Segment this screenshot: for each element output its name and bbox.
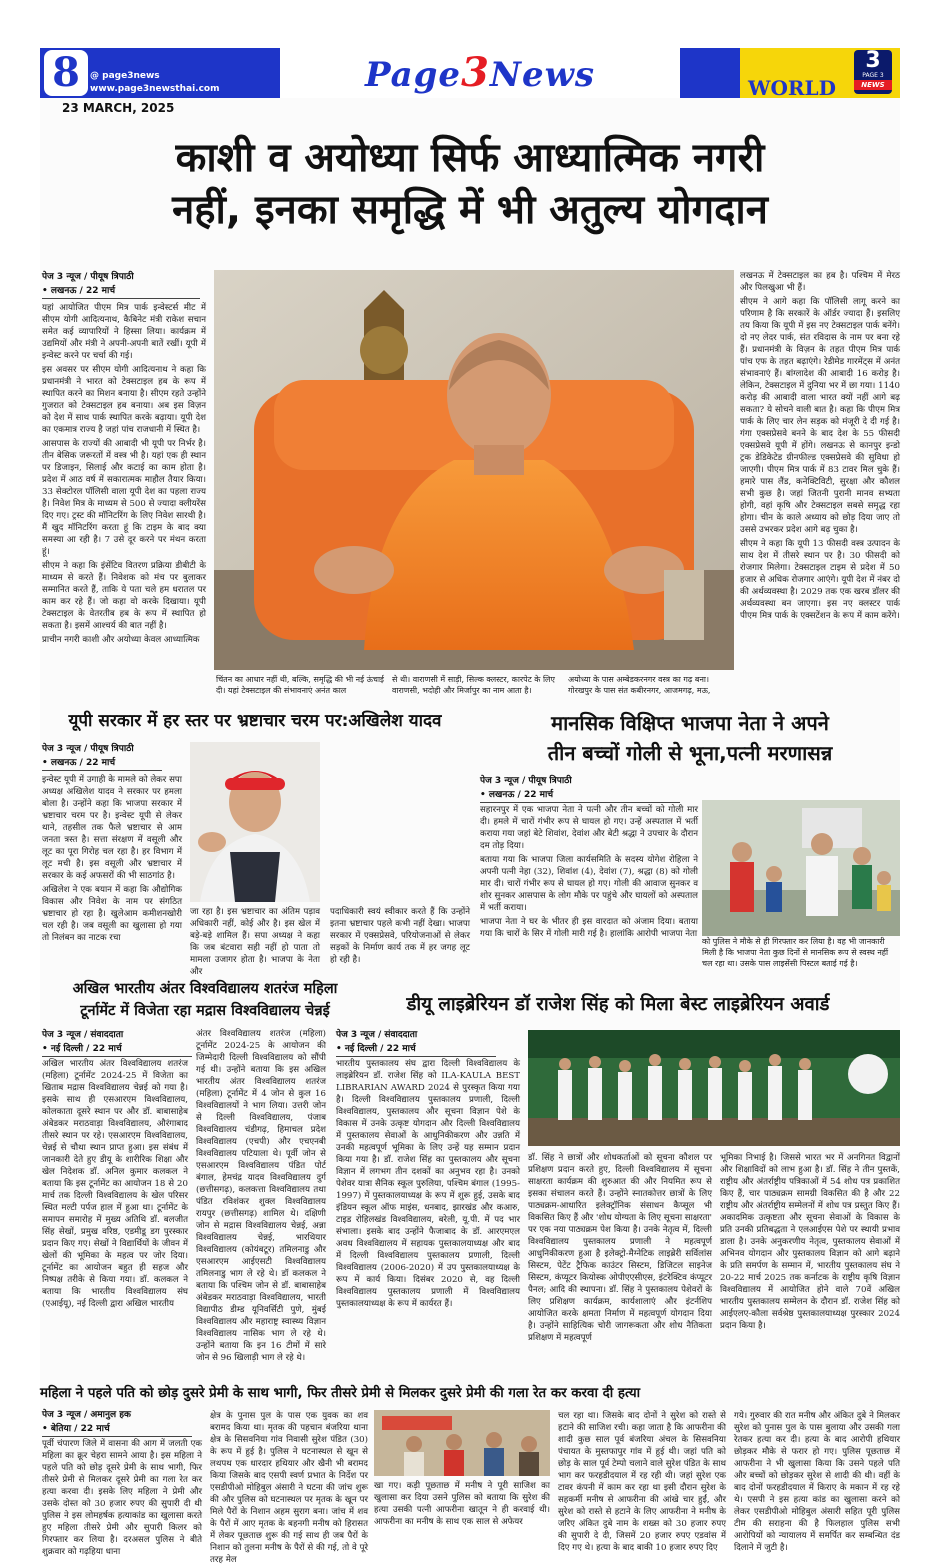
accused-photo [374, 1410, 550, 1476]
akhilesh-photo-image [190, 742, 320, 902]
bjp-caption: को पुलिस ने मौके से ही गिरफ्तार कर लिया है। वह भी जानकारी मिली है कि भाजपा नेता कुछ दिनों से मानसिक रूप से स्वस्थ नहीं चल रहा था। उसके पास लाइसेंसी पिस्टल बताई गई है। [702, 937, 889, 968]
family-photo-image [702, 800, 900, 936]
akhilesh-headline: यूपी सरकार में हर स्तर पर भ्रष्टाचार चरम पर:अखिलेश यादव [68, 711, 442, 731]
lead-caption-2: से थी। वाराणसी में साड़ी, सिल्क क्लस्टर, कारपेट के लिए वाराणसी, भदोही और मिर्जापुर का नाम आता है। [392, 675, 555, 695]
brand-block [280, 48, 680, 98]
lead-column-1: यहां आयोजित पीएम मित्र पार्क इन्वेस्टर्स मीट में सीएम योगी आदित्यनाथ, कैबिनेट मंत्री राकेश सचान समेत कई व्यापारियों ने हिस्सा लिया। कार्यक्रम में उद्यमियों और मंत्री ने अपनी-अपनी बातें रखीं। यूपी में इन्वेस्ट करने पर चर्चा की गई। इस अवसर पर सीएम योगी आदित्यनाथ ने कहा कि प्रधानमंत्री ने भारत को टेक्सटाइल हब के रूप में स्थापित करने का मिशन बनाया है। सीएम रहते उन्होंने गुजरात को टेक्सटाइल हब बनाया। अब इस विज़न को देश में साथ पार्क स्थापित करके बढ़ाया। यूपी देश का एकमात्र राज्य है जहां पांच राजधानी में स्थित है। आसपास के राज्यों की आबादी भी यूपी पर निर्भर है। तीन बेसिक जरूरतों में वस्त्र भी है। यहां एक ही स्थान पर डिजाइन, सिलाई और कटाई का काम होता है। प्रदेश में आठ वर्ष में सकारात्मक माहौल तैयार किया। 33 सेक्टोरल पॉलिसी वाला यूपी देश का पहला राज्य है। निवेश मित्र के माध्यम से 500 से ज्यादा क्लीयरेंस दिए गए। ट्रस्ट की मॉनिटरिंग के लिए निवेश सारथी है। मैं खुद मॉनिटरिंग करता हूं कि टाइम के बाद क्या समस्या आ रही है। 7 उसे दूर करने पर मंथन करता हूं। सीएम ने कहा कि इंसेंटिव वितरण प्रक्रिया डीबीटी के माध्यम से करते हैं। निवेशक को मंच पर बुलाकर सम्मानित करते हैं, ताकि ये पता चले हम धरातल पर काम कर रहे हैं। जो कहा वो करके दिखाया। यूपी टेक्सटाइल के वेतरतीब हब के रूप में स्थापित हो सकता है। इसमें आश्चर्य की बात नहीं है। प्राचीन नगरी काशी और अयोध्या केवल आध्यात्मिक [42, 303, 206, 645]
woman-column-5: गये। गुरुवार की रात मनीष और अंकित दुबे ने मिलकर सुरेश को पुनास पुल के पास बुलाया और उसकी गला रेतकर हत्या कर दी। हत्या के बाद आरोपी हथियार छोड़कर मौके से फरार हो गए। पुलिस पूछताछ में आफरीना ने भी खुलासा किया कि उसने पहले पति और बच्चों को छोड़कर सुरेश से शादी की थी। वहीं के बाद दोनों फरहडीदयाल में किराए के मकान में रह रहे थे। एसपी ने इस हत्या कांड का खुलासा करने को लेकर एसडीपीओ मोहिबुल अंसारी सहित पूरी पुलिस टीम की सराहना की है फिलहाल पुलिस सभी आरोपियों को न्यायालय में समर्पित कर सम्बन्धित दंड दिलाने में जुटी है। [734, 1411, 900, 1553]
akhilesh-byline: पेज 3 न्यूज / पीयूष त्रिपाठी • लखनऊ / 22 मार्च [42, 742, 162, 771]
lead-headline: काशी व अयोध्या सिर्फ आध्यात्मिक नगरी नहीं, इनका समृद्धि में भी अतुल्य योगदान [172, 135, 768, 233]
lead-byline: पेज 3 न्यूज / पीयूष त्रिपाठी • लखनऊ / 22 मार्च [42, 270, 200, 299]
woman-column-3: खा गए। कड़ी पूछताछ में मनीष ने पूरी साजिश का खुलासा कर दिया उसने पुलिस को बताया कि सुरेश की हत्या उसकी पत्नी आफरीना खातून ने ही करवाई थी। आफरीना का मनीष के साथ एक साल से अफेयर [374, 1481, 550, 1527]
page3-logo-icon: 3 PAGE 3 NEWS [854, 50, 892, 94]
chess-column-2: अंतर विश्वविद्यालय शतरंज (महिला) टूर्नामेंट 2024-25 के आयोजन की जिम्मेदारी दिल्ली विश्वविद्यालय को सौंपी गई थी। उन्होंने बताया कि इस अखिल भारतीय अंतर विश्वविद्यालय शतरंज (महिला) टूर्नामेंट में 4 जोन से कुल 16 विश्वविद्यालयों ने भाग लिया। उत्तरी जोन से दिल्ली विश्वविद्यालय, पंजाब विश्वविद्यालय चंडीगढ़, हिमाचल प्रदेश विश्वविद्यालय (एचपी) और एचएनबी विश्वविद्यालय पटियाला थे। पूर्वी जोन से एसआरएम विश्वविद्यालय पंडित पोर्ट बंगाल, हेमचंद्र यादव विश्वविद्यालय दुर्ग (छत्तीसगढ़), कलकत्ता विश्वविद्यालय तथा पंडित रविशंकर शुक्ल विश्वविद्यालय रायपुर (छत्तीसगढ़) शामिल थे। दक्षिणी जोन से मद्रास विश्वविद्यालय चेन्नई, अन्ना विश्वविद्यालय चेन्नई, भारथियार विश्वविद्यालय (कोयंबटूर) तमिलनाडु और एसआरएम आईएसटी विश्वविद्यालय तमिलनाडु भाग ले रहे थे। डॉ कलकल ने बताया कि पश्चिम जोन से डॉ. बाबासाहेब अंबेडकर मराठवाड़ा विश्वविद्यालय, भारती विद्यापीठ डीम्ड यूनिवर्सिटी पुणे, मुंबई विश्वविद्यालय और महाराष्ट्र स्वास्थ्य विज्ञान विश्वविद्यालय नासिक भाग ले रहे थे। उन्होंने बताया कि इन 16 टीमों में सारे जोन से 96 खिलाड़ी भाग ले रहे थे। [196, 1029, 326, 1363]
librarian-byline: पेज 3 न्यूज / संवाददाता • नई दिल्ली / 22 मार्च [336, 1028, 496, 1057]
lead-caption-1: चिंतन का आधार नहीं थी, बल्कि, समृद्धि की भी नई ऊंचाई दी। यहां टेक्सटाइल की संभावनाएं अनंत काल [216, 675, 384, 695]
yogi-photo [214, 270, 734, 670]
librarian-column-1: भारतीय पुस्तकालय संघ द्वारा दिल्ली विश्वविद्यालय के लाइब्रेरियन डॉ. राजेश सिंह को ILA-KAULA BEST LIBRARIAN AWARD 2024 से पुरस्कृत किया गया है। दिल्ली विश्वविद्यालय पुस्तकालय प्रणाली, दिल्ली विश्वविद्यालय, पुस्तकालय और सूचना विज्ञान पेशे के विकास में उनके उत्कृष्ट योगदान और दिल्ली विश्वविद्यालय में पुस्तकालय सेवाओं के आधुनिकीकरण और उन्नति में उनकी महत्वपूर्ण भूमिका के लिए उन्हें यह सम्मान प्रदान किया गया है। डॉ. राजेश सिंह का पुस्तकालय और सूचना विज्ञान में लगभग तीन दशकों का अनुभव रहा है। उनको पेशेवर यात्रा सैनिक स्कूल पुरुलिया, पश्चिम बंगाल (1995-1997) में पुस्तकालयाध्यक्ष के रूप में शुरू हुई, उसके बाद इंडियन स्कूल ऑफ माइंस, धनबाद, झारखंड और कआरु, टाइड रोहिलखंड विश्वविद्यालय, बरेली, यू.पी. में पद भार संभाला। इसके बाद उन्होंने फैजाबाद के डॉ. आरएमएल अवध विश्वविद्यालय में सहायक पुस्तकालयाध्यक्ष और बाद में दिल्ली विश्वविद्यालय पुस्तकालय प्रणाली, दिल्ली विश्वविद्यालय (2006-2020) में उप पुस्तकालयाध्यक्ष के रूप में कार्य किया। दिसंबर 2020 से, वह दिल्ली विश्वविद्यालय पुस्तकालय प्रणाली में विश्वविद्यालय पुस्तकालयाध्यक्ष के रूप में कार्यरत हैं। [336, 1059, 520, 1309]
issue-date: 23 MARCH, 2025 [62, 101, 175, 115]
yogi-photo-image [214, 270, 734, 670]
masthead [40, 48, 900, 116]
award-photo [528, 1030, 900, 1146]
woman-column-1: पूर्वी चंपारण जिले में वासना की आग में जलती एक महिला का क्रूर चेहरा सामने आया है। इस महिला ने पहले पति को छोड़ दूसरे प्रेमी के साथ भागी, फिर तीसरे प्रेमी से मिलकर दूसरे प्रेमी का गला रेत कर हत्या करवा दी। इसके लिए महिला ने प्रेमी और उसके दोस्त को 30 हजार रुपए की सुपारी दी थी पुलिस ने इस लोमहर्षक हत्याकांड का खुलासा करते हुए महिला तीसरे प्रेमी और सुपारी किलर को गिरफ्तार कर लिया है। दरअसल पुलिस ने बीते शुक्रवार को गढ़हिया धाना [42, 1439, 202, 1557]
woman-column-4: चल रहा था। जिसके बाद दोनों ने सुरेश को रास्ते से हटाने की साजिश रची। कहा जाता है कि आफरीना की शादी कुछ साल पूर्व बंजरिया अंचल के सिसवनिया पंचायत के मुस्तफापुर गांव में हुई थी। जहां पति को छोड़ के साल पूर्व टेम्पो चलाने वाले सुरेश पंडित के साथ भाग कर फरहडीदयाल में रह रही थी। जहां सुरेश एक टावर कंपनी में काम कर रहा था इसी दौरान सुरेश के सहकर्मी मनीष से आफरीना की आंखे चार हुईं, और सुरेश को रास्ते से हटाने के लिए आफरीना ने मनीष के जरिए अंकित दुबे नाम के शख्स को 30 हजार रुपए की सुपारी दे दी, जिसमें 20 हजार रुपए एडवांस में दिए गए थे। हत्या के बाद बाकी 10 हजार रुपए दिए [558, 1411, 726, 1553]
bjp-body: सहारनपुर में एक भाजपा नेता ने पत्नी और तीन बच्चों को गोली मार दी। हमले में चारों गंभीर रूप से घायल हो गए। उन्हें अस्पताल में भर्ती कराया गया जहां बेटे शिवांश, देवांश और बेटी श्रद्धा ने उपचार के दौरान दम तोड़ दिया। बताया गया कि भाजपा जिला कार्यसमिति के सदस्य योगेश रोहिला ने अपनी पत्नी नेहा (32), शिवांश (4), देवांश (7), श्रद्धा (8) को गोली मार दी। चारों गंभीर रूप से घायल हो गए। गोली की आवाज सुनकर व शोर सुनकर आसपास के लोग मौके पर पहुंचे और घायलों को अस्पताल में भर्ती कराया। भाजपा नेता ने घर के भीतर ही इस वारदात को अंजाम दिया। बताया गया कि चारों के सिर में गोली मारी गई है। हालांकि आरोपी भाजपा नेता [480, 805, 698, 939]
librarian-headline: डीयू लाइब्रेरियन डॉ राजेश सिंह को मिला बेस्ट लाइब्रेरियन अवार्ड [406, 994, 830, 1015]
woman-column-2: क्षेत्र के पुनास पुल के पास एक युवक का शव बरामद किया था। मृतक की पहचान बंजरिया थाना क्षेत्र के सिसवनिया गांव निवासी सुरेश पंडित (30) के रूप में हुई है। पुलिस ने घटनास्थल से खून से लथपथ एक धारदार हथियार और खैनी भी बरामद किया जिसके बाद एसपी स्वर्ण प्रभात के निर्देश पर एसडीपीओ मोहिबुल अंसारी ने घटना की जांच शुरू की और पुलिस को घटनास्थल पर मृतक के खून पर मिले पैरों के निशान अहम सुराग बना। जांच में शव के पैरों में आए मृतक के बहनगी मनीष को हिरासत में लेकर पूछताछ शुरू की गई साथ ही जब पैरों के निशान को तुलना मनीष के पैरों से की गई, तो वे पूरे तरह मेल [210, 1411, 368, 1565]
newspaper-page [40, 48, 900, 1565]
lead-column-3: लखनऊ में टेक्सटाइल का हब है। पश्चिम में मेरठ और पिलखुआ भी हैं। सीएम ने आगे कहा कि पॉलिसी लागू करने का परिणाम है कि सरकारें के ऑर्डर ज्यादा हैं। इसलिए तय किया कि यूपी में इस नए टेक्सटाइल पार्क बनेंगे। दो नए लेदर पार्क, संत रविदास के नाम पर बना रहे हैं। प्रधानमंत्री के विज़न के तहत पीएम मित्र पार्क पांच एफ के तहत बढ़ाएंगे। रेडीमेड गारमेंट्स में अनंत संभावनाएं हैं। बांग्लादेश की आबादी 16 करोड़ है। लेकिन, टेक्सटाइल में दुनिया भर में छा गया। 1140 करोड़ की आबादी वाला भारत क्यों नहीं आगे बढ़ सकता? ये सोचने वाली बात है। कहा कि पीएम मित्र पार्क के लिए चार लेन सड़क को मंजूरी दे दी गई है। गंगा एक्सप्रेसवे बनने के बाद देश के 55 फीसदी एक्सप्रेसवे यूपी में होंगे। लखनऊ से कानपुर इन्डो ट्रक डेडिकेटेड ग्रीनफील्ड एक्सप्रेसवे की सुविधा हो जाएगी। पीएम मित्र पार्क में 83 टावर मिल चुके हैं। हमारे पास लैंड, कनेक्टिविटी, सुरक्षा और कौशल सभी कुछ है। जहां जितनी पुरानी मानव सभ्यता होगी, वहां कृषि और टेक्सटाइल सबसे समृद्ध रहा होगा। चीन के काले अध्याय को छोड़ दिया जाए तो उससे उभरकर प्रदेश आगे बढ़ चुका है। सीएम ने कहा कि यूपी 13 फीसदी वस्त्र उत्पादन के साथ देश में तीसरे स्थान पर है। 30 फीसदी को रोजगार मिलेगा। टेक्सटाइल टाइम से प्रदेश में 50 हजार से अधिक रोजगार आएंगे। यूपी देश में नंबर दो की अर्थव्यवस्था है। 2029 तक एक खरब डॉलर की अर्थव्यवस्था बन जाएगा। इस नए क्लस्टर पार्क पीएम मित्र पार्क के एक्सटेंशन के रूप में काम करेंगे। [740, 271, 900, 621]
award-photo-image [528, 1030, 900, 1146]
woman-byline: पेज 3 न्यूज / अमानुल हक • बेतिया / 22 मार्च [42, 1408, 192, 1437]
brand-logo[interactable]: Page3News [364, 49, 596, 96]
akhilesh-photo [190, 742, 320, 902]
chess-column-1: अखिल भारतीय अंतर विश्वविद्यालय शतरंज (महिला) टूर्नामेंट 2024-25 में विजेता का खिताब मद्रास विश्वविद्यालय चेन्नई को गया है। इसके साथ ही एसआरएम विश्वविद्यालय, कोलकाता दूसरे स्थान पर और डॉ. बाबासाहेब अंबेडकर मराठवाड़ा विश्वविद्यालय, औरंगाबाद तीसरे स्थान पर रहे। एसआरएम विश्वविद्यालय, चेन्नई से चौथा स्थान प्राप्त हुआ। इस संबंध में जानकारी देते हुए डीयू के शारीरिक शिक्षा और खेल निदेशक डॉ. अनिल कुमार कलकल ने बताया कि इस टूर्नामेंट का आयोजन 18 से 20 मार्च तक दिल्ली विश्वविद्यालय के खेल परिसर स्थित मल्टी पर्पज हाल में हुआ था। टूर्नामेंट के समापन समारोह में मुख्य अतिथि डॉ. बलजीत सिंह सेखों, प्रमुख वरिष्ठ, एडमीडू डग पुरस्कार प्रदान किए गए। सेखों ने विद्यार्थियों के जीवन में खेलों की भूमिका के महत्व पर जोर दिया। टूर्नामेंट का आयोजन बहुत ही सहज और निष्पक्ष तरीके से किया गया। डॉ. कलकल ने बताया कि भारतीय विश्वविद्यालय संघ (एआईयू), नई दिल्ली द्वारा अखिल भारतीय [42, 1059, 188, 1309]
chess-byline-block: पेज 3 न्यूज / संवाददाता • नई दिल्ली / 22 मार्च [42, 1028, 192, 1057]
social-handle[interactable]: @ page3news [90, 71, 160, 81]
woman-headline: महिला ने पहले पति को छोड़ दुसरे प्रेमी के साथ भागी, फिर तीसरे प्रेमी से मिलकर दुसरे प्रेमी की गला रेत कर करवा दी हत्या [40, 1386, 641, 1401]
family-photo [702, 800, 900, 936]
page-number: 8 [44, 50, 88, 96]
section-label: WORLD [748, 76, 836, 100]
librarian-column-3: भूमिका निभाई है। जिससे भारत भर में अनगिनत विद्वानों और शिक्षाविदों को लाभ हुआ है। डॉ. सिंह ने तीन पुस्तकें, राष्ट्रीय और अंतर्राष्ट्रीय पत्रिकाओं में 54 शोध पत्र प्रकाशित किए हैं, चार पाठ्यक्रम सामग्री विकसित की है और 22 राष्ट्रीय और अंतर्राष्ट्रीय सम्मेलनों में शोध पत्र प्रस्तुत किए हैं। अकादमिक उत्कृष्टता और सूचना सेवाओं के विकास के प्रति उनकी प्रतिबद्धता ने एलआईएस पेशे पर स्थायी प्रभाव डाला है। उनके अनुकरणीय नेतृत्व, पुस्तकालय सेवाओं में अभिनव योगदान और पुस्तकालय विज्ञान को आगे बढ़ाने के प्रति समर्पण के सम्मान में, भारतीय पुस्तकालय संघ ने 20-22 मार्च 2025 तक कर्नाटक के राष्ट्रीय कृषि विज्ञान विश्वविद्यालय में आयोजित होने वाले 70वें अखिल भारतीय पुस्तकालय सम्मेलन के दौरान डॉ. राजेश सिंह को आईएलए-कौला सर्वश्रेष्ठ पुस्तकालयाध्यक्ष पुरस्कार 2024 प्रदान किया है। [720, 1153, 900, 1331]
lead-caption-3: अयोध्या के पास अम्बेडकरनगर वस्त्र का गढ़ बना। गोरखपुर के पास संत कबीरनगर, आजमगढ़, मऊ, [568, 675, 711, 695]
akhilesh-column-1: इन्वेस्ट यूपी में उगाही के मामले को लेकर सपा अध्यक्ष अखिलेश यादव ने सरकार पर हमला बोला है। उन्होंने कहा कि भाजपा सरकार में भ्रष्टाचार चरम पर है। इन्वेस्ट यूपी से लेकर थाने, तहसील तक फैले भ्रष्टाचार से आम जनता त्रस्त है। सत्ता संरक्षण में वसूली और लूट का पूरा गिरोह चल रहा है। हर विभाग में लूट मची है। इस वसूली और भ्रष्टाचार में सरकार के कई अफसरों की भी साठगांठ है। अखिलेश ने एक बयान में कहा कि औद्योगिक विकास और निवेश के नाम पर संगठित भ्रष्टाचार हो रहा है। खुलेआम कमीशनखोरी चल रही है। जब वसूली का खुलासा हो गया तो निलंबन का नाटक रचा [42, 775, 182, 943]
chess-headline: अखिल भारतीय अंतर विश्वविद्यालय शतरंज महिला टूर्नामेंट में विजेता रहा मद्रास विश्वविद्यालय चेन्नई [72, 981, 338, 1019]
bjp-byline: पेज 3 न्यूज / पीयूष त्रिपाठी • लखनऊ / 22 मार्च [480, 774, 680, 803]
accused-photo-image [374, 1410, 550, 1476]
bjp-headline: मानसिक विक्षिप्त भाजपा नेता ने अपने तीन बच्चों गोली से भूना,पत्नी मरणासन्न [547, 711, 833, 765]
akhilesh-column-2: जा रहा है। इस भ्रष्टाचार का अंतिम पड़ाव अधिकारी नहीं, कोई और है। इस खेल में बड़े-बड़े शामिल हैं। सपा अध्यक्ष ने कहा कि जब बंटवारा सही नहीं हो पाता तो मामला उजागर होता है। भाजपा के नेता और [190, 907, 320, 977]
akhilesh-column-3: पदाधिकारी स्वयं स्वीकार करते हैं कि उन्होंने इतना भ्रष्टाचार पहले कभी नहीं देखा। भाजपा सरकार में एक्सप्रेसवे, परियोजनाओं से लेकर सड़कों के निर्माण कार्य तक में हर जगह लूट हो रही है। [330, 907, 470, 965]
section-block [740, 48, 900, 98]
website-link[interactable]: www.page3newsthai.com [90, 84, 220, 94]
librarian-column-2: डॉ. सिंह ने छात्रों और शोधकर्ताओं को सूचना कौशल पर प्रशिक्षण प्रदान करते हुए, दिल्ली विश्वविद्यालय में सूचना साक्षरता कार्यक्रम की शुरुआत की और नियमित रूप से इसका संचालन करते हैं। उन्होंने स्नातकोत्तर छात्रों के लिए पाठ्यक्रम-आधारित इलेक्ट्रॉनिक संसाधन कैप्सूल भी विकसित किए हैं और 'शोध योग्यता के लिए सूचना साक्षरता' पर एक नया पाठ्यक्रम पेश किया है। उनके नेतृत्व में, दिल्ली विश्वविद्यालय पुस्तकालय प्रणाली ने महत्वपूर्ण आधुनिकीकरण हुआ है इलेक्ट्रो-मैग्नेटिक लाइब्रेरी सर्विलांस सिस्टम, पेटेंट ट्रैफिक काउंटर सिस्टम, डिजिटल साइनेज सिस्टम, कंप्यूटर कियोस्क ओपीएएसीएस, इंटरेक्टिव कंप्यूटर पैनल; आदि की स्थापना। डॉ. सिंह ने पुस्तकालय पेशेवरों के लिए प्रशिक्षण कार्यक्रम, कार्यशालाएं और इंटर्नशिप आयोजित करके क्षमता निर्माण में महत्वपूर्ण योगदान दिया है। उन्होंने साहित्यिक चोरी जागरूकता और शोध नैतिकता प्रशिक्षण में महत्वपूर्ण [528, 1153, 712, 1343]
masthead-links [90, 70, 219, 96]
